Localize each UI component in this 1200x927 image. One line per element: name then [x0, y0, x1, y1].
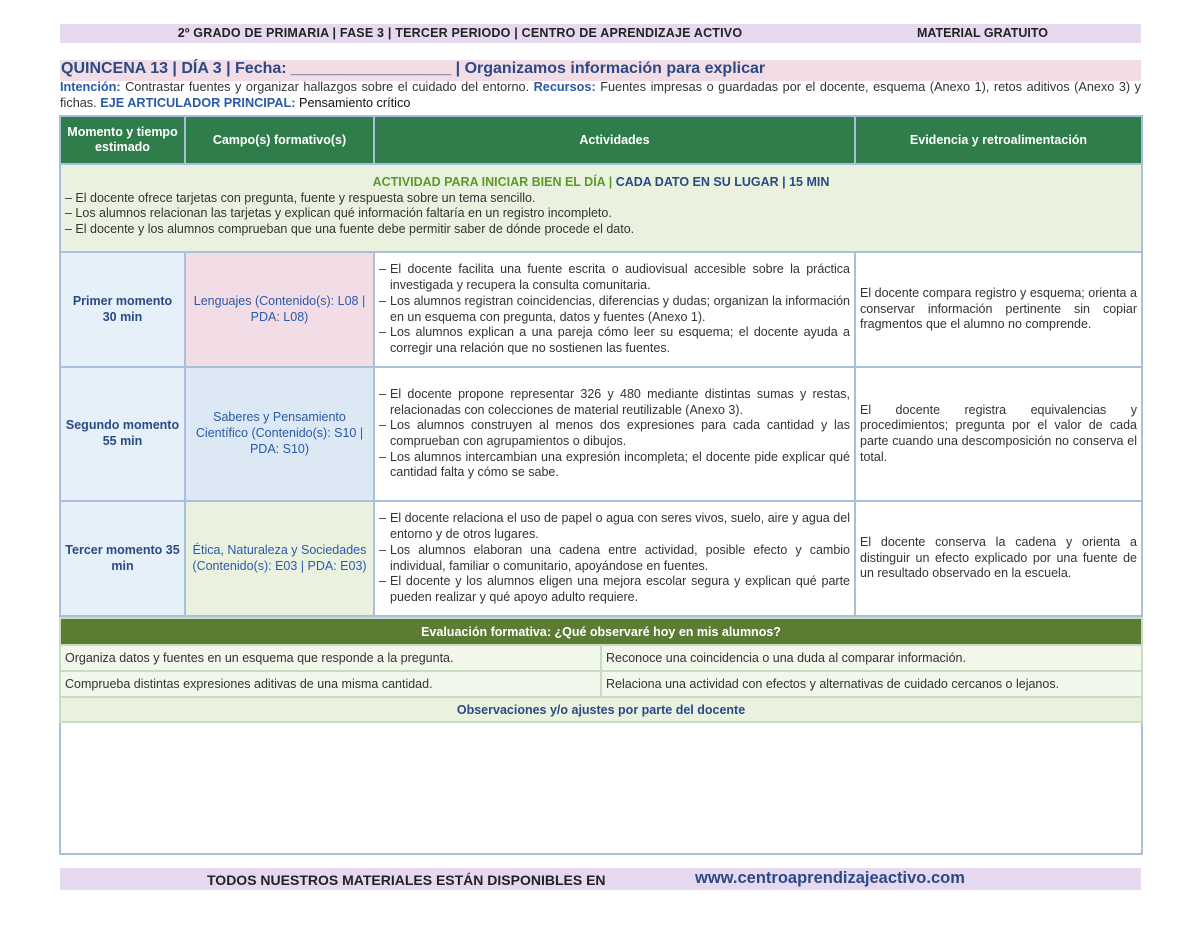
lesson-plan-table	[59, 115, 1143, 617]
header-activities: Actividades	[374, 116, 855, 164]
activities-cell: – El docente facilita una fuente escrita o audiovisual accesible sobre la práctica investigada y recupera la consulta comunitaria. – Los alumnos registran coincidencias, diferencias y dudas; organizan la información en un esquema con pregunta, datos y fuentes (Anexo 1). – Los alumnos explican a una pareja cómo leer su esquema; el docente ayuda a corregir una relación que no sostienen las fuentes.	[374, 252, 855, 367]
header-grade-info: 2º GRADO DE PRIMARIA | FASE 3 | TERCER PERIODO | CENTRO DE APRENDIZAJE ACTIVO	[177, 26, 743, 40]
axis-label: EJE ARTICULADOR PRINCIPAL:	[100, 95, 296, 110]
evaluation-table	[59, 617, 1143, 855]
activity-item: Los alumnos intercambian una expresión incompleta; el docente pide explicar qué cantidad falta y cómo se sabe.	[390, 449, 850, 480]
activities-cell: – El docente relaciona el uso de papel o agua con seres vivos, suelo, aire y agua del entorno y de otros lugares. – Los alumnos elaboran una cadena entre actividad, posible efecto y cambio individual, familiar o comunitario, apoyándose en fuentes. – El docente y los alumnos eligen una mejora escolar segura y explican qué parte pueden realizar y qué apoyo adulto requiere.	[374, 501, 855, 616]
evidence-cell: El docente compara registro y esquema; orienta a conservar información pertinente sin copiar fragmentos que el alumno no comprende.	[855, 252, 1142, 367]
table-row	[60, 367, 1142, 501]
moment-cell: Tercer momento 35 min	[60, 501, 185, 616]
activity-item: El docente y los alumnos eligen una mejora escolar segura y explican qué parte pueden realizar y qué apoyo adulto requiere.	[390, 574, 850, 604]
evaluation-title: Evaluación formativa: ¿Qué observaré hoy en mis alumnos?	[60, 618, 1142, 645]
warmup-title-blue: CADA DATO EN SU LUGAR | 15 MIN	[612, 175, 830, 189]
header-free-material: MATERIAL GRATUITO	[916, 26, 1048, 40]
header-evidence: Evidencia y retroalimentación	[855, 116, 1142, 164]
activity-item: Los alumnos registran coincidencias, diferencias y dudas; organizan la información en un esquema con pregunta, datos y fuentes (Anexo 1).	[390, 293, 850, 324]
intent-label: Intención:	[60, 80, 121, 94]
evidence-cell: El docente conserva la cadena y orienta a distinguir un efecto explicado por una fuente de un resultado observado en la escuela.	[855, 501, 1142, 616]
observations-title: Observaciones y/o ajustes por parte del docente	[60, 697, 1142, 722]
intent-text: Contrastar fuentes y organizar hallazgos sobre el cuidado del entorno.	[120, 80, 534, 94]
intent-paragraph	[60, 80, 1141, 111]
campo-cell: Ética, Naturaleza y Sociedades (Contenido(s): E03 | PDA: E03)	[185, 501, 374, 616]
activity-item: El docente relaciona el uso de papel o agua con seres vivos, suelo, aire y agua del entorno y de otros lugares.	[390, 511, 850, 542]
activity-item: Los alumnos explican a una pareja cómo leer su esquema; el docente ayuda a corregir una relación que no sostienen las fuentes.	[390, 325, 850, 355]
resources-label: Recursos:	[533, 80, 596, 94]
warmup-line: – El docente y los alumnos comprueban que una fuente debe permitir saber de dónde procede el dato.	[65, 222, 635, 237]
observations-area[interactable]	[60, 722, 1142, 854]
moment-cell: Primer momento 30 min	[60, 252, 185, 367]
moment-cell: Segundo momento 55 min	[60, 367, 185, 501]
warmup-line: – Los alumnos relacionan las tarjetas y explican qué información faltaría en un registro incompleto.	[65, 206, 612, 221]
table-row	[60, 252, 1142, 367]
activity-item: El docente propone representar 326 y 480 mediante distintas sumas y restas, relacionadas con colecciones de material reutilizable (Anexo 3).	[390, 386, 850, 417]
warmup-title	[65, 175, 1137, 191]
warmup-line: – El docente ofrece tarjetas con pregunta, fuente y respuesta sobre un tema sencillo.	[65, 190, 536, 205]
activity-item: Los alumnos elaboran una cadena entre actividad, posible efecto y cambio individual, familiar o comunitario, apoyándose en fuentes.	[390, 542, 850, 573]
activity-item: Los alumnos construyen al menos dos expresiones para cada cantidad y las comprueban con agrupamientos o dibujos.	[390, 418, 850, 448]
table-row	[60, 501, 1142, 616]
activity-item: El docente facilita una fuente escrita o audiovisual accesible sobre la práctica investigada y recupera la consulta comunitaria.	[390, 262, 850, 293]
warmup-cell	[60, 164, 1142, 252]
header-moment: Momento y tiempo estimado	[60, 116, 185, 164]
warmup-row	[60, 164, 1142, 252]
resources-text: Fuentes impresas o guardadas por el docente, esquema (Anexo 1), retos aditivos (Anexo 3) y fichas.	[60, 80, 1142, 110]
evaluation-item: Comprueba distintas expresiones aditivas de una misma cantidad.	[60, 671, 601, 697]
evidence-cell: El docente registra equivalencias y procedimientos; pregunta por el valor de cada parte cuando una descomposición no conserva el total.	[855, 367, 1142, 501]
campo-cell: Saberes y Pensamiento Científico (Contenido(s): S10 | PDA: S10)	[185, 367, 374, 501]
table-header-row	[60, 116, 1142, 164]
evaluation-item: Organiza datos y fuentes en un esquema que responde a la pregunta.	[60, 645, 601, 671]
evaluation-item: Reconoce una coincidencia o una duda al comparar información.	[601, 645, 1142, 671]
header-band	[60, 24, 1141, 43]
axis-text: Pensamiento crítico	[295, 95, 411, 110]
warmup-title-green: ACTIVIDAD PARA INICIAR BIEN EL DÍA |	[372, 175, 613, 189]
footer-text: TODOS NUESTROS MATERIALES ESTÁN DISPONIBLES EN	[207, 872, 606, 888]
page-title: QUINCENA 13 | DÍA 3 | Fecha: __________________ | Organizamos información para explicar	[61, 60, 766, 77]
campo-cell: Lenguajes (Contenido(s): L08 | PDA: L08)	[185, 252, 374, 367]
activities-cell: – El docente propone representar 326 y 480 mediante distintas sumas y restas, relacionadas con colecciones de material reutilizable (Anexo 3). – Los alumnos construyen al menos dos expresiones para cada cantidad y las comprueban con agrupamientos o dibujos. – Los alumnos intercambian una expresión incompleta; el docente pide explicar qué cantidad falta y cómo se sabe.	[374, 367, 855, 501]
evaluation-item: Relaciona una actividad con efectos y alternativas de cuidado cercanos o lejanos.	[601, 671, 1142, 697]
footer-url-link[interactable]: www.centroaprendizajeactivo.com	[695, 869, 965, 887]
header-campo: Campo(s) formativo(s)	[185, 116, 374, 164]
